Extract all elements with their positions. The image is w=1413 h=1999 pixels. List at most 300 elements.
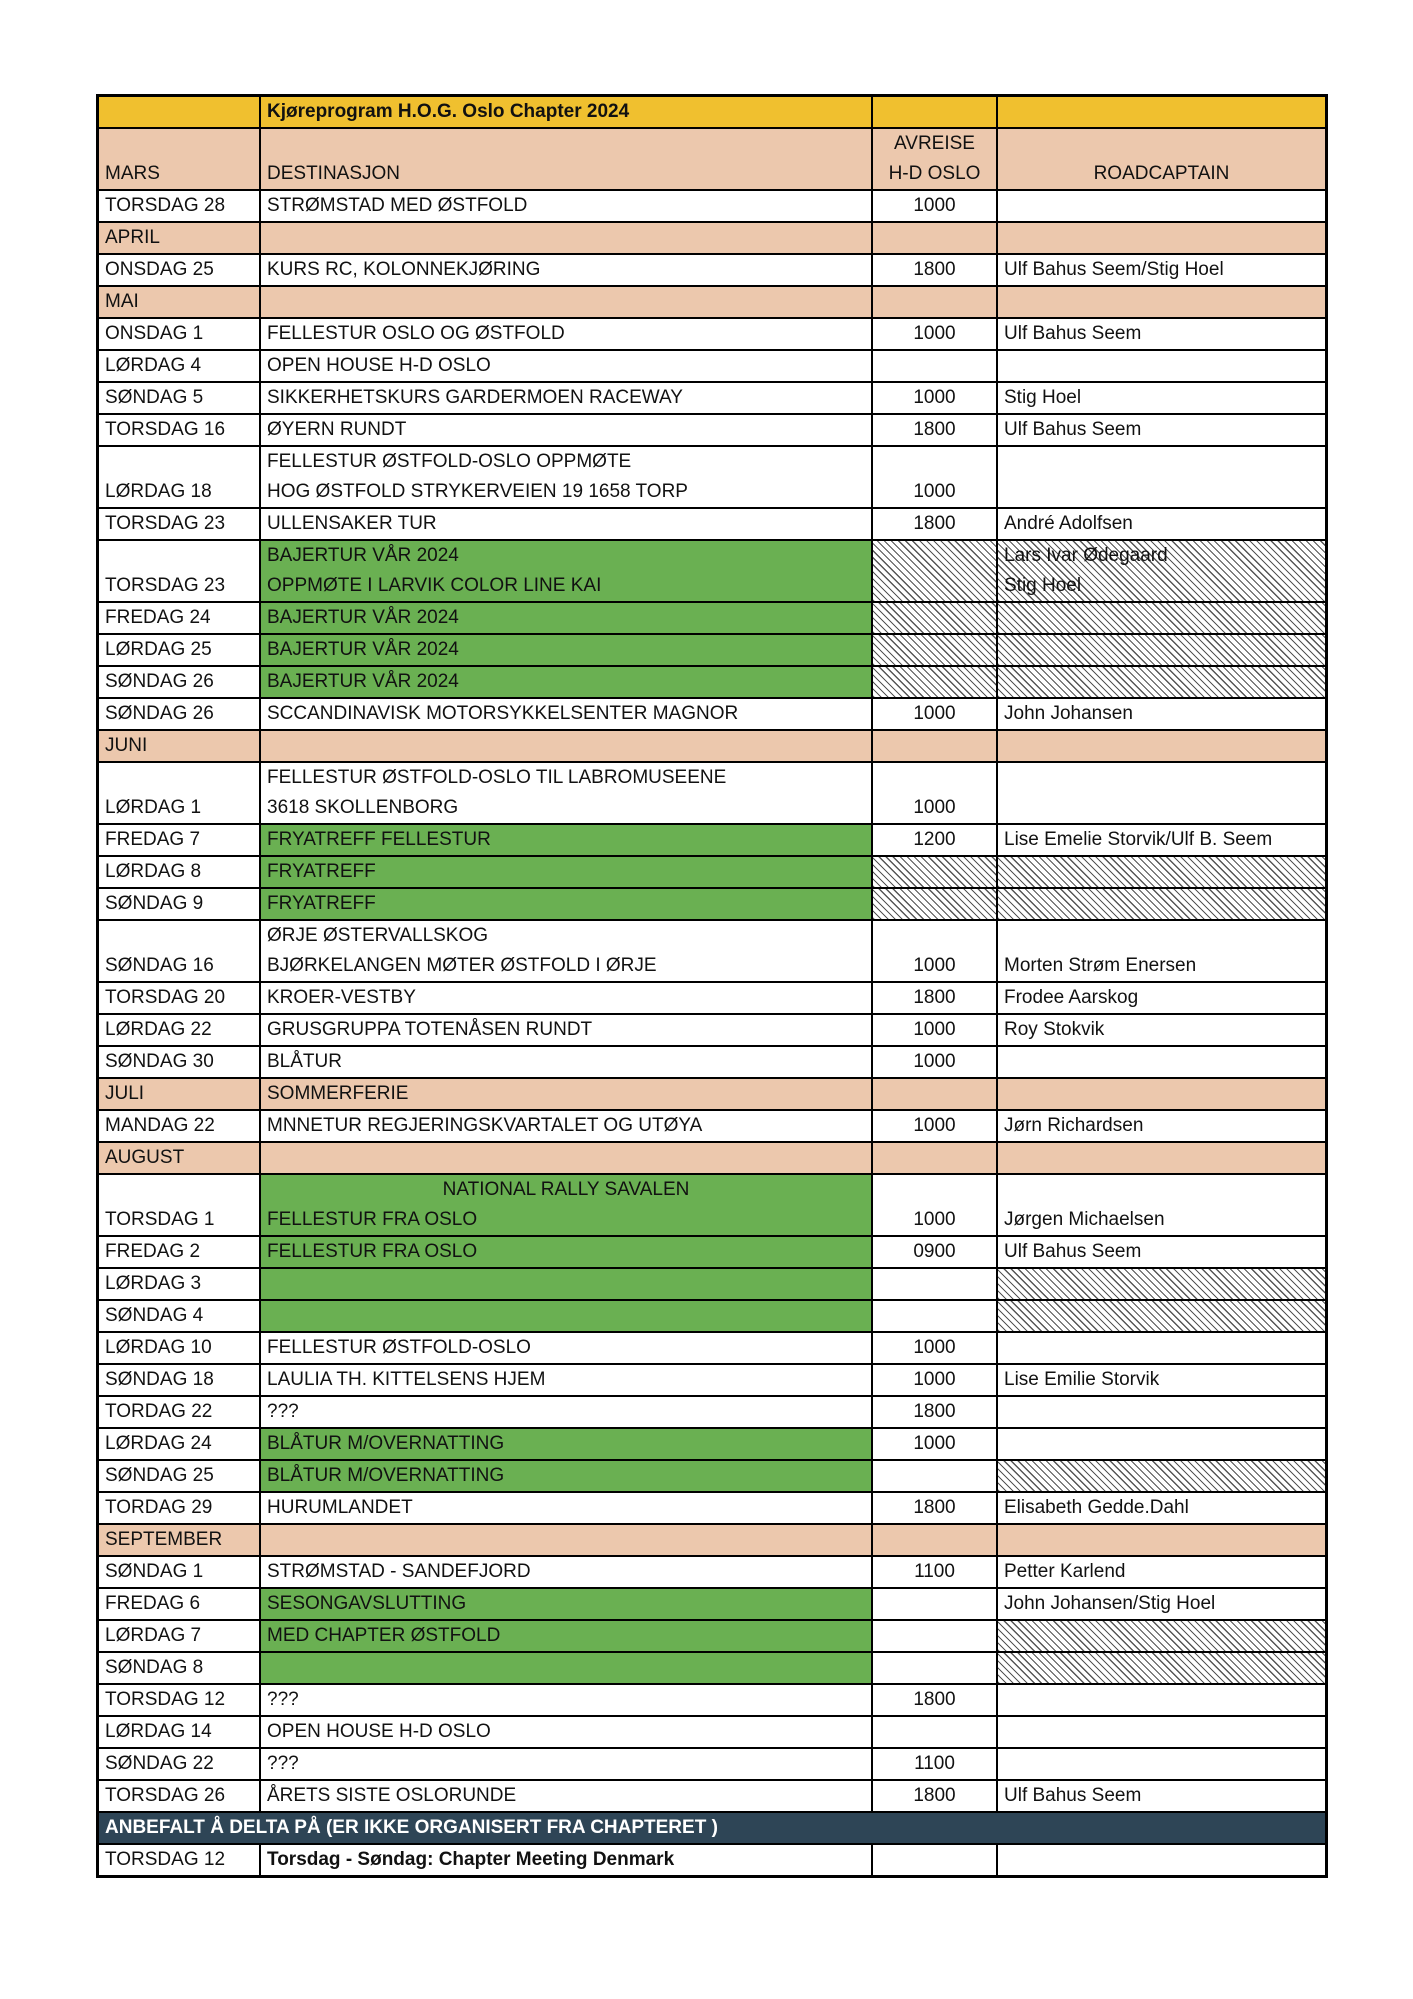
departure-cell	[872, 1588, 997, 1620]
roadcaptain-line: Jørn Richardsen	[1004, 1115, 1144, 1136]
day-cell: SØNDAG 1	[98, 1556, 261, 1588]
month-label: JUNI	[98, 730, 261, 762]
roadcaptain-cell	[997, 254, 1327, 286]
day-cell: LØRDAG 8	[98, 856, 261, 888]
table-row	[98, 824, 1327, 856]
destination-cell	[260, 1236, 872, 1268]
table-row	[98, 1492, 1327, 1524]
roadcaptain-cell	[997, 1046, 1327, 1078]
destination-line: FELLESTUR OSLO OG ØSTFOLD	[267, 323, 565, 344]
departure-cell	[872, 540, 997, 602]
departure-cell	[872, 1652, 997, 1684]
destination-line: HOG ØSTFOLD STRYKERVEIEN 19 1658 TORP	[267, 481, 688, 502]
roadcaptain-cell	[997, 446, 1327, 508]
roadcaptain-cell	[997, 1620, 1327, 1652]
destination-cell	[260, 824, 872, 856]
destination-line: BLÅTUR M/OVERNATTING	[267, 1433, 505, 1454]
sheet-title: Kjøreprogram H.O.G. Oslo Chapter 2024	[260, 96, 872, 129]
destination-line: BAJERTUR VÅR 2024	[267, 639, 459, 660]
roadcaptain-cell	[997, 222, 1327, 254]
destination-line: ØRJE ØSTERVALLSKOG	[267, 925, 489, 946]
table-row	[98, 856, 1327, 888]
destination-cell	[260, 1396, 872, 1428]
destination-cell	[260, 1046, 872, 1078]
day-cell: TORSDAG 20	[98, 982, 261, 1014]
departure-cell: 1100	[872, 1556, 997, 1588]
day-cell: SØNDAG 8	[98, 1652, 261, 1684]
day-cell: LØRDAG 3	[98, 1268, 261, 1300]
roadcaptain-line: John Johansen	[1004, 703, 1133, 724]
roadcaptain-line: Stig Hoel	[1004, 387, 1082, 408]
destination-line: OPEN HOUSE H-D OSLO	[267, 1721, 491, 1742]
destination-line: BLÅTUR	[267, 1051, 342, 1072]
section-heading: ANBEFALT Å DELTA PÅ (ER IKKE ORGANISERT FRA CHAPTERET )	[98, 1812, 1327, 1844]
departure-cell	[872, 1844, 997, 1877]
roadcaptain-cell	[997, 414, 1327, 446]
roadcaptain-cell	[997, 1428, 1327, 1460]
destination-cell	[260, 508, 872, 540]
destination-cell	[260, 634, 872, 666]
day-cell: LØRDAG 25	[98, 634, 261, 666]
destination-line: FELLESTUR FRA OSLO	[267, 1209, 478, 1230]
table-row	[98, 446, 1327, 508]
day-cell: SØNDAG 16	[98, 920, 261, 982]
header-departure: AVREISE H-D OSLO	[872, 128, 997, 190]
roadcaptain-cell	[997, 1652, 1327, 1684]
destination-line: BAJERTUR VÅR 2024	[267, 671, 459, 692]
destination-cell	[260, 1748, 872, 1780]
table-row	[98, 1428, 1327, 1460]
month-row	[98, 222, 1327, 254]
departure-cell: 1100	[872, 1748, 997, 1780]
table-row	[98, 1396, 1327, 1428]
day-cell: FREDAG 24	[98, 602, 261, 634]
destination-cell	[260, 1332, 872, 1364]
destination-cell	[260, 1716, 872, 1748]
destination-cell	[260, 540, 872, 602]
destination-cell	[260, 446, 872, 508]
day-cell: SØNDAG 26	[98, 666, 261, 698]
day-cell: SØNDAG 30	[98, 1046, 261, 1078]
departure-cell: 1000	[872, 1110, 997, 1142]
roadcaptain-cell	[997, 1844, 1327, 1877]
destination-line: FELLESTUR ØSTFOLD-OSLO	[267, 1337, 531, 1358]
day-cell: TORSDAG 23	[98, 508, 261, 540]
table-row	[98, 1588, 1327, 1620]
roadcaptain-cell	[997, 888, 1327, 920]
destination-cell	[260, 414, 872, 446]
departure-cell: 1000	[872, 1428, 997, 1460]
destination-line: Torsdag - Søndag: Chapter Meeting Denmark	[267, 1849, 675, 1870]
section-row	[98, 1812, 1327, 1844]
destination-line: ØYERN RUNDT	[267, 419, 407, 440]
destination-line: BJØRKELANGEN MØTER ØSTFOLD I ØRJE	[267, 955, 657, 976]
day-cell: SØNDAG 25	[98, 1460, 261, 1492]
departure-cell	[872, 888, 997, 920]
roadcaptain-cell	[997, 634, 1327, 666]
departure-cell	[872, 1524, 997, 1556]
day-cell: TORDAG 22	[98, 1396, 261, 1428]
destination-cell	[260, 920, 872, 982]
roadcaptain-line: Stig Hoel	[1004, 575, 1082, 596]
table-row	[98, 1364, 1327, 1396]
roadcaptain-line: Ulf Bahus Seem	[1004, 323, 1142, 344]
destination-cell	[260, 602, 872, 634]
departure-cell: 1000	[872, 1174, 997, 1236]
table-row	[98, 254, 1327, 286]
day-cell: LØRDAG 24	[98, 1428, 261, 1460]
destination-line: STRØMSTAD MED ØSTFOLD	[267, 195, 528, 216]
departure-cell	[872, 634, 997, 666]
departure-cell: 1200	[872, 824, 997, 856]
table-row	[98, 1780, 1327, 1812]
roadcaptain-cell	[997, 698, 1327, 730]
destination-line: SIKKERHETSKURS GARDERMOEN RACEWAY	[267, 387, 683, 408]
roadcaptain-cell	[997, 920, 1327, 982]
roadcaptain-cell	[997, 318, 1327, 350]
roadcaptain-cell	[997, 1780, 1327, 1812]
destination-line: BLÅTUR M/OVERNATTING	[267, 1465, 505, 1486]
roadcaptain-cell	[997, 1110, 1327, 1142]
month-row	[98, 730, 1327, 762]
destination-cell	[260, 856, 872, 888]
table-row	[98, 1300, 1327, 1332]
destination-line: MNNETUR REGJERINGSKVARTALET OG UTØYA	[267, 1115, 703, 1136]
destination-cell	[260, 190, 872, 222]
roadcaptain-line: Roy Stokvik	[1004, 1019, 1105, 1040]
destination-cell	[260, 1428, 872, 1460]
destination-cell	[260, 1300, 872, 1332]
schedule-table	[96, 94, 1328, 1878]
destination-line: FELLESTUR FRA OSLO	[267, 1241, 478, 1262]
destination-line: STRØMSTAD - SANDEFJORD	[267, 1561, 531, 1582]
table-row	[98, 382, 1327, 414]
day-cell: LØRDAG 1	[98, 762, 261, 824]
departure-cell: 1000	[872, 698, 997, 730]
roadcaptain-cell	[997, 1332, 1327, 1364]
day-cell: LØRDAG 4	[98, 350, 261, 382]
destination-line: SESONGAVSLUTTING	[267, 1593, 467, 1614]
roadcaptain-line: Ulf Bahus Seem/Stig Hoel	[1004, 259, 1224, 280]
destination-cell	[260, 1174, 872, 1236]
destination-cell	[260, 1492, 872, 1524]
day-cell: SØNDAG 4	[98, 1300, 261, 1332]
departure-cell	[872, 222, 997, 254]
destination-line: FRYATREFF FELLESTUR	[267, 829, 491, 850]
table-row	[98, 982, 1327, 1014]
destination-line: GRUSGRUPPA TOTENÅSEN RUNDT	[267, 1019, 593, 1040]
departure-cell	[872, 856, 997, 888]
roadcaptain-cell	[997, 824, 1327, 856]
table-row	[98, 508, 1327, 540]
departure-cell	[872, 1300, 997, 1332]
destination-cell: SOMMERFERIE	[260, 1078, 872, 1110]
destination-cell	[260, 1588, 872, 1620]
table-row	[98, 350, 1327, 382]
day-cell: LØRDAG 18	[98, 446, 261, 508]
destination-line: ULLENSAKER TUR	[267, 513, 437, 534]
departure-cell: 1000	[872, 318, 997, 350]
departure-cell: 1000	[872, 190, 997, 222]
roadcaptain-line: Frodee Aarskog	[1004, 987, 1139, 1008]
month-label: MAI	[98, 286, 261, 318]
roadcaptain-line: Petter Karlend	[1004, 1561, 1126, 1582]
day-cell: TORSDAG 23	[98, 540, 261, 602]
roadcaptain-cell	[997, 1492, 1327, 1524]
month-label: SEPTEMBER	[98, 1524, 261, 1556]
header-roadcaptain: ROADCAPTAIN	[997, 128, 1327, 190]
roadcaptain-cell	[997, 1524, 1327, 1556]
day-cell: SØNDAG 9	[98, 888, 261, 920]
destination-cell	[260, 1556, 872, 1588]
destination-line: ???	[267, 1401, 299, 1422]
table-row	[98, 698, 1327, 730]
destination-line: ???	[267, 1753, 299, 1774]
day-cell: TORSDAG 12	[98, 1844, 261, 1877]
table-row	[98, 1716, 1327, 1748]
day-cell: ONSDAG 1	[98, 318, 261, 350]
departure-cell	[872, 1460, 997, 1492]
destination-cell	[260, 1110, 872, 1142]
destination-cell	[260, 286, 872, 318]
destination-cell	[260, 1014, 872, 1046]
table-row	[98, 1460, 1327, 1492]
table-row	[98, 1684, 1327, 1716]
destination-cell	[260, 1364, 872, 1396]
day-cell: LØRDAG 7	[98, 1620, 261, 1652]
day-cell: TORSDAG 1	[98, 1174, 261, 1236]
day-cell: SØNDAG 22	[98, 1748, 261, 1780]
month-row	[98, 1142, 1327, 1174]
day-cell: FREDAG 2	[98, 1236, 261, 1268]
roadcaptain-cell	[997, 982, 1327, 1014]
destination-cell	[260, 1268, 872, 1300]
departure-cell	[872, 350, 997, 382]
departure-cell: 1800	[872, 1780, 997, 1812]
destination-cell	[260, 254, 872, 286]
roadcaptain-cell	[997, 1078, 1327, 1110]
roadcaptain-cell	[997, 1142, 1327, 1174]
roadcaptain-cell	[997, 1684, 1327, 1716]
day-cell: SØNDAG 18	[98, 1364, 261, 1396]
roadcaptain-line: Ulf Bahus Seem	[1004, 1241, 1142, 1262]
table-row	[98, 1174, 1327, 1236]
destination-line: MED CHAPTER ØSTFOLD	[267, 1625, 501, 1646]
roadcaptain-cell	[997, 1748, 1327, 1780]
month-label: APRIL	[98, 222, 261, 254]
roadcaptain-line: Morten Strøm Enersen	[1004, 955, 1197, 976]
roadcaptain-cell	[997, 1174, 1327, 1236]
departure-cell: 1000	[872, 382, 997, 414]
departure-cell	[872, 1716, 997, 1748]
destination-line: FRYATREFF	[267, 861, 376, 882]
destination-cell	[260, 382, 872, 414]
destination-line: LAULIA TH. KITTELSENS HJEM	[267, 1369, 546, 1390]
table-row	[98, 602, 1327, 634]
departure-cell: 1800	[872, 414, 997, 446]
table-row	[98, 1014, 1327, 1046]
roadcaptain-cell	[997, 1236, 1327, 1268]
day-cell: SØNDAG 26	[98, 698, 261, 730]
destination-cell	[260, 318, 872, 350]
destination-line: FELLESTUR ØSTFOLD-OSLO OPPMØTE	[267, 451, 632, 472]
departure-cell: 1000	[872, 920, 997, 982]
table-row	[98, 1268, 1327, 1300]
table-row	[98, 920, 1327, 982]
roadcaptain-line: Ulf Bahus Seem	[1004, 1785, 1142, 1806]
day-cell: FREDAG 7	[98, 824, 261, 856]
destination-cell	[260, 666, 872, 698]
roadcaptain-cell	[997, 1716, 1327, 1748]
destination-cell	[260, 1684, 872, 1716]
roadcaptain-cell	[997, 1014, 1327, 1046]
roadcaptain-line: John Johansen/Stig Hoel	[1004, 1593, 1216, 1614]
roadcaptain-cell	[997, 286, 1327, 318]
departure-cell: 1000	[872, 1046, 997, 1078]
departure-cell: 1800	[872, 1492, 997, 1524]
roadcaptain-cell	[997, 1268, 1327, 1300]
table-row	[98, 1556, 1327, 1588]
destination-line: ÅRETS SISTE OSLORUNDE	[267, 1785, 517, 1806]
roadcaptain-cell	[997, 1556, 1327, 1588]
destination-cell	[260, 762, 872, 824]
day-cell: TORDAG 29	[98, 1492, 261, 1524]
departure-cell: 1000	[872, 1332, 997, 1364]
departure-cell: 1000	[872, 446, 997, 508]
table-row	[98, 540, 1327, 602]
destination-line: FELLESTUR ØSTFOLD-OSLO TIL LABROMUSEENE	[267, 767, 727, 788]
table-row	[98, 190, 1327, 222]
departure-cell	[872, 602, 997, 634]
roadcaptain-cell	[997, 856, 1327, 888]
roadcaptain-line: Jørgen Michaelsen	[1004, 1209, 1165, 1230]
day-cell: LØRDAG 10	[98, 1332, 261, 1364]
destination-cell	[260, 1844, 872, 1877]
title-row	[98, 96, 1327, 129]
header-month: MARS	[98, 128, 261, 190]
departure-cell: 1000	[872, 1364, 997, 1396]
month-row	[98, 286, 1327, 318]
departure-cell: 1800	[872, 1396, 997, 1428]
month-row	[98, 1078, 1327, 1110]
roadcaptain-cell	[997, 350, 1327, 382]
departure-cell	[872, 1620, 997, 1652]
table-row	[98, 414, 1327, 446]
departure-cell: 0900	[872, 1236, 997, 1268]
destination-line: OPEN HOUSE H-D OSLO	[267, 355, 491, 376]
roadcaptain-cell	[997, 382, 1327, 414]
roadcaptain-line: Lise Emilie Storvik	[1004, 1369, 1160, 1390]
destination-cell	[260, 350, 872, 382]
destination-cell	[260, 698, 872, 730]
roadcaptain-cell	[997, 762, 1327, 824]
roadcaptain-cell	[997, 1588, 1327, 1620]
day-cell: LØRDAG 14	[98, 1716, 261, 1748]
roadcaptain-cell	[997, 508, 1327, 540]
destination-cell	[260, 730, 872, 762]
destination-cell	[260, 222, 872, 254]
destination-line: OPPMØTE I LARVIK COLOR LINE KAI	[267, 575, 602, 596]
roadcaptain-cell	[997, 540, 1327, 602]
day-cell: MANDAG 22	[98, 1110, 261, 1142]
destination-line: HURUMLANDET	[267, 1497, 413, 1518]
table-row	[98, 888, 1327, 920]
destination-cell	[260, 1620, 872, 1652]
table-row	[98, 1332, 1327, 1364]
roadcaptain-cell	[997, 1396, 1327, 1428]
roadcaptain-cell	[997, 1460, 1327, 1492]
day-cell: TORSDAG 28	[98, 190, 261, 222]
destination-cell	[260, 1524, 872, 1556]
departure-cell: 1800	[872, 1684, 997, 1716]
table-row	[98, 318, 1327, 350]
table-row	[98, 1236, 1327, 1268]
day-cell: SØNDAG 5	[98, 382, 261, 414]
header-destination: DESTINASJON	[260, 128, 872, 190]
roadcaptain-cell	[997, 1300, 1327, 1332]
table-row	[98, 1844, 1327, 1877]
table-row	[98, 1748, 1327, 1780]
day-cell: TORSDAG 12	[98, 1684, 261, 1716]
destination-line: FRYATREFF	[267, 893, 376, 914]
departure-cell	[872, 286, 997, 318]
departure-cell	[872, 666, 997, 698]
day-cell: LØRDAG 22	[98, 1014, 261, 1046]
departure-cell	[872, 1078, 997, 1110]
month-label: AUGUST	[98, 1142, 261, 1174]
destination-line: KROER-VESTBY	[267, 987, 416, 1008]
departure-cell	[872, 1268, 997, 1300]
month-row	[98, 1524, 1327, 1556]
roadcaptain-line: Elisabeth Gedde.Dahl	[1004, 1497, 1189, 1518]
month-label: JULI	[98, 1078, 261, 1110]
departure-cell: 1800	[872, 508, 997, 540]
roadcaptain-line: Lise Emelie Storvik/Ulf B. Seem	[1004, 829, 1273, 850]
roadcaptain-cell	[997, 730, 1327, 762]
roadcaptain-line: André Adolfsen	[1004, 513, 1133, 534]
departure-cell	[872, 1142, 997, 1174]
departure-cell: 1800	[872, 982, 997, 1014]
destination-cell	[260, 1652, 872, 1684]
destination-cell	[260, 1460, 872, 1492]
destination-line: NATIONAL RALLY SAVALEN	[442, 1179, 690, 1200]
table-row	[98, 1046, 1327, 1078]
table-row	[98, 1652, 1327, 1684]
departure-cell: 1000	[872, 1014, 997, 1046]
table-row	[98, 1110, 1327, 1142]
destination-line: SCCANDINAVISK MOTORSYKKELSENTER MAGNOR	[267, 703, 739, 724]
table-row	[98, 666, 1327, 698]
roadcaptain-cell	[997, 602, 1327, 634]
destination-line: ???	[267, 1689, 299, 1710]
table-row	[98, 634, 1327, 666]
day-cell: TORSDAG 16	[98, 414, 261, 446]
destination-cell	[260, 1142, 872, 1174]
destination-line: BAJERTUR VÅR 2024	[267, 545, 459, 566]
destination-line: BAJERTUR VÅR 2024	[267, 607, 459, 628]
header-row	[98, 128, 1327, 190]
day-cell: TORSDAG 26	[98, 1780, 261, 1812]
roadcaptain-cell	[997, 190, 1327, 222]
day-cell: FREDAG 6	[98, 1588, 261, 1620]
roadcaptain-line: Lars Ivar Ødegaard	[1004, 545, 1168, 566]
roadcaptain-cell	[997, 1364, 1327, 1396]
departure-cell	[872, 730, 997, 762]
destination-line: KURS RC, KOLONNEKJØRING	[267, 259, 541, 280]
departure-cell: 1000	[872, 762, 997, 824]
destination-cell	[260, 888, 872, 920]
destination-line: 3618 SKOLLENBORG	[267, 797, 459, 818]
